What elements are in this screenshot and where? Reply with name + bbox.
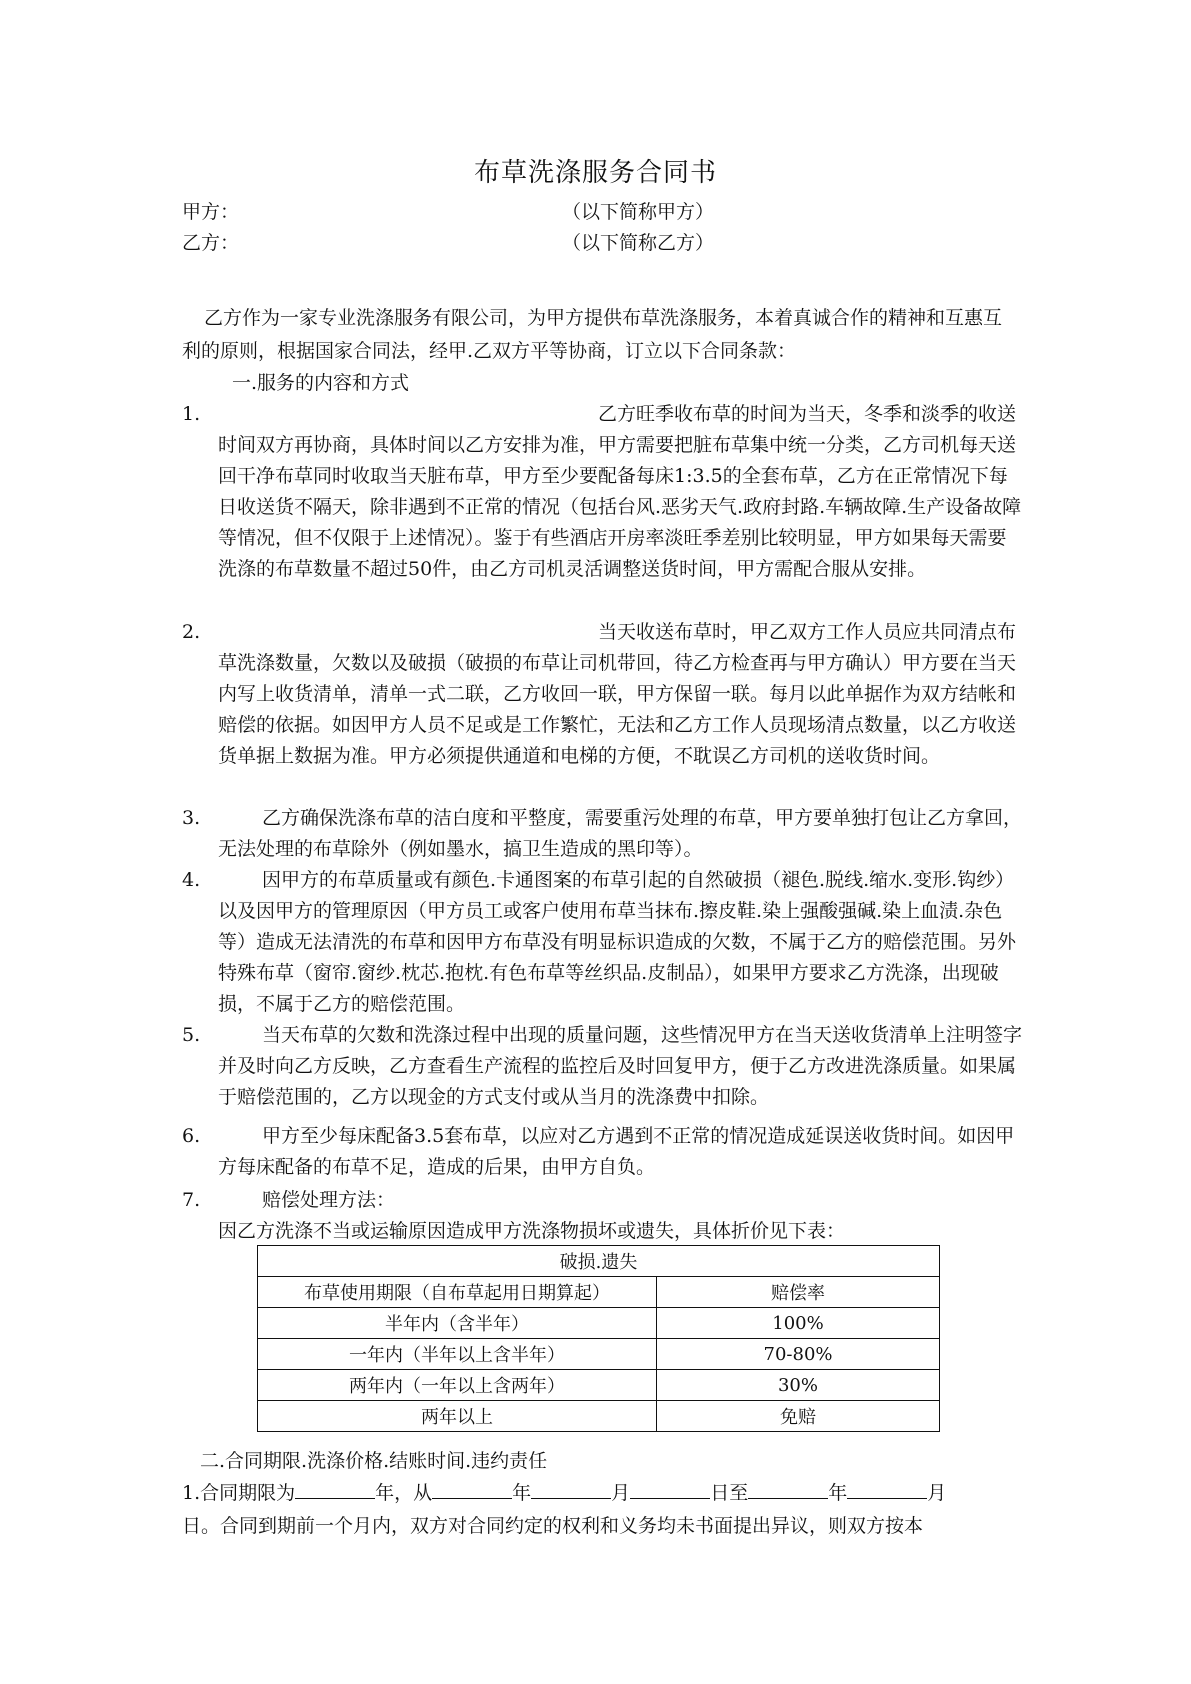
clause-1 — [182, 399, 1022, 585]
party-a-line — [182, 197, 715, 224]
clause-number: 7. — [182, 1189, 201, 1211]
blank-field — [748, 1476, 828, 1499]
clause-text: 当天收送布草时，甲乙双方工作人员应共同清点布草洗涤数量，欠数以及破损（破损的布草让司机带回，待乙方检查再与甲方确认）甲方要在当天内写上收货清单，清单一式二联，乙方收回一联，甲方保留一联。每月以此单据作为双方结帐和赔偿的依据。如因甲方人员不足或是工作繁忙，无法和乙方工作人员现场清点数量，以乙方收送货单据上数据为准。甲方必须提供通道和电梯的方便，不耽误乙方司机的送收货时间。 — [218, 621, 1017, 767]
clause-7 — [182, 1185, 1022, 1216]
clause-number: 6. — [182, 1125, 201, 1147]
term-line-1 — [182, 1476, 1012, 1509]
document-title: 布草洗涤服务合同书 — [473, 158, 717, 188]
period-cell: 一年内（半年以上含半年） — [258, 1339, 657, 1370]
blank-field — [295, 1476, 375, 1499]
blank-field — [847, 1476, 927, 1499]
term-text: 月 — [611, 1482, 631, 1504]
table-row — [258, 1370, 940, 1401]
table-row — [258, 1401, 940, 1432]
table-header-row — [258, 1246, 940, 1277]
clause-number: 1. — [182, 403, 201, 425]
rate-cell: 70-80% — [657, 1339, 940, 1370]
term-text: 1.合同期限为 — [182, 1482, 296, 1504]
party-a-note: （以下简称甲方） — [562, 201, 715, 223]
term-text: 年，从 — [375, 1482, 433, 1504]
clause-6 — [182, 1121, 1022, 1183]
section-2-heading: 二.合同期限.洗涤价格.结账时间.违约责任 — [200, 1450, 548, 1472]
term-text: 日至 — [710, 1482, 749, 1504]
term-text: 年 — [512, 1482, 532, 1504]
section-1-heading: 一.服务的内容和方式 — [232, 372, 410, 394]
clause-number: 4. — [182, 869, 201, 891]
party-b-note: （以下简称乙方） — [562, 232, 715, 254]
clause-text: 乙方旺季收布草的时间为当天，冬季和淡季的收送时间双方再协商，具体时间以乙方安排为准，甲方需要把脏布草集中统一分类，乙方司机每天送回干净布草同时收取当天脏布草，甲方至少要配备每床1:3.5的全套布草，乙方在正常情况下每日收送货不隔天，除非遇到不正常的情况（包括台风.恶劣天气.政府封路.车辆故障.生产设备故障等情况，但不仅限于上述情况）。鉴于有些酒店开房率淡旺季差别比较明显，甲方如果每天需要洗涤的布草数量不超过50件，由乙方司机灵活调整送货时间，甲方需配合服从安排。 — [218, 403, 1022, 580]
clause-text: 赔偿处理方法： — [262, 1189, 396, 1211]
period-cell: 两年内（一年以上含两年） — [258, 1370, 657, 1401]
blank-field — [630, 1476, 710, 1499]
blank-field — [531, 1476, 611, 1499]
table-row — [258, 1339, 940, 1370]
compensation-table — [257, 1245, 940, 1432]
clause-3 — [182, 803, 1022, 865]
party-b-label: 乙方： — [182, 232, 240, 254]
intro-paragraph: 乙方作为一家专业洗涤服务有限公司，为甲方提供布草洗涤服务，本着真诚合作的精神和互惠互利的原则，根据国家合同法，经甲.乙双方平等协商，订立以下合同条款： — [182, 307, 1003, 362]
party-b-line — [182, 228, 715, 255]
clause-number: 5. — [182, 1024, 201, 1046]
clause-number: 3. — [182, 807, 201, 829]
rate-cell: 100% — [657, 1308, 940, 1339]
table-caption: 因乙方洗涤不当或运输原因造成甲方洗涤物损坏或遗失，具体折价见下表： — [218, 1220, 846, 1242]
term-line-2: 日。合同到期前一个月内，双方对合同约定的权利和义务均未书面提出异议，则双方按本 — [182, 1515, 924, 1537]
column-header-period: 布草使用期限（自布草起用日期算起） — [258, 1277, 657, 1308]
period-cell: 两年以上 — [258, 1401, 657, 1432]
table-row — [258, 1308, 940, 1339]
table-column-row — [258, 1277, 940, 1308]
term-text: 年 — [828, 1482, 848, 1504]
table-header: 破损.遗失 — [258, 1246, 940, 1277]
clause-text: 因甲方的布草质量或有颜色.卡通图案的布草引起的自然破损（褪色.脱线.缩水.变形.钩纱）以及因甲方的管理原因（甲方员工或客户使用布草当抹布.擦皮鞋.染上强酸强碱.染上血渍.杂色等）造成无法清洗的布草和因甲方布草没有明显标识造成的欠数，不属于乙方的赔偿范围。另外特殊布草（窗帘.窗纱.枕芯.抱枕.有色布草等丝织品.皮制品），如果甲方要求乙方洗涤，出现破损，不属于乙方的赔偿范围。 — [218, 869, 1017, 1015]
clause-number: 2. — [182, 621, 201, 643]
column-header-rate: 赔偿率 — [657, 1277, 940, 1308]
blank-field — [432, 1476, 512, 1499]
clause-text: 当天布草的欠数和洗涤过程中出现的质量问题，这些情况甲方在当天送收货清单上注明签字并及时向乙方反映，乙方查看生产流程的监控后及时回复甲方，便于乙方改进洗涤质量。如果属于赔偿范围的，乙方以现金的方式支付或从当月的洗涤费中扣除。 — [218, 1024, 1023, 1108]
clause-5 — [182, 1020, 1022, 1113]
rate-cell: 30% — [657, 1370, 940, 1401]
rate-cell: 免赔 — [657, 1401, 940, 1432]
party-a-label: 甲方： — [182, 201, 240, 223]
term-text: 月 — [927, 1482, 947, 1504]
period-cell: 半年内（含半年） — [258, 1308, 657, 1339]
clause-4 — [182, 865, 1022, 1020]
clause-text: 乙方确保洗涤布草的洁白度和平整度，需要重污处理的布草，甲方要单独打包让乙方拿回，无法处理的布草除外（例如墨水，搞卫生造成的黑印等）。 — [218, 807, 1023, 860]
clause-2 — [182, 617, 1022, 772]
clause-text: 甲方至少每床配备3.5套布草，以应对乙方遇到不正常的情况造成延误送收货时间。如因甲方每床配备的布草不足，造成的后果，由甲方自负。 — [218, 1125, 1015, 1178]
